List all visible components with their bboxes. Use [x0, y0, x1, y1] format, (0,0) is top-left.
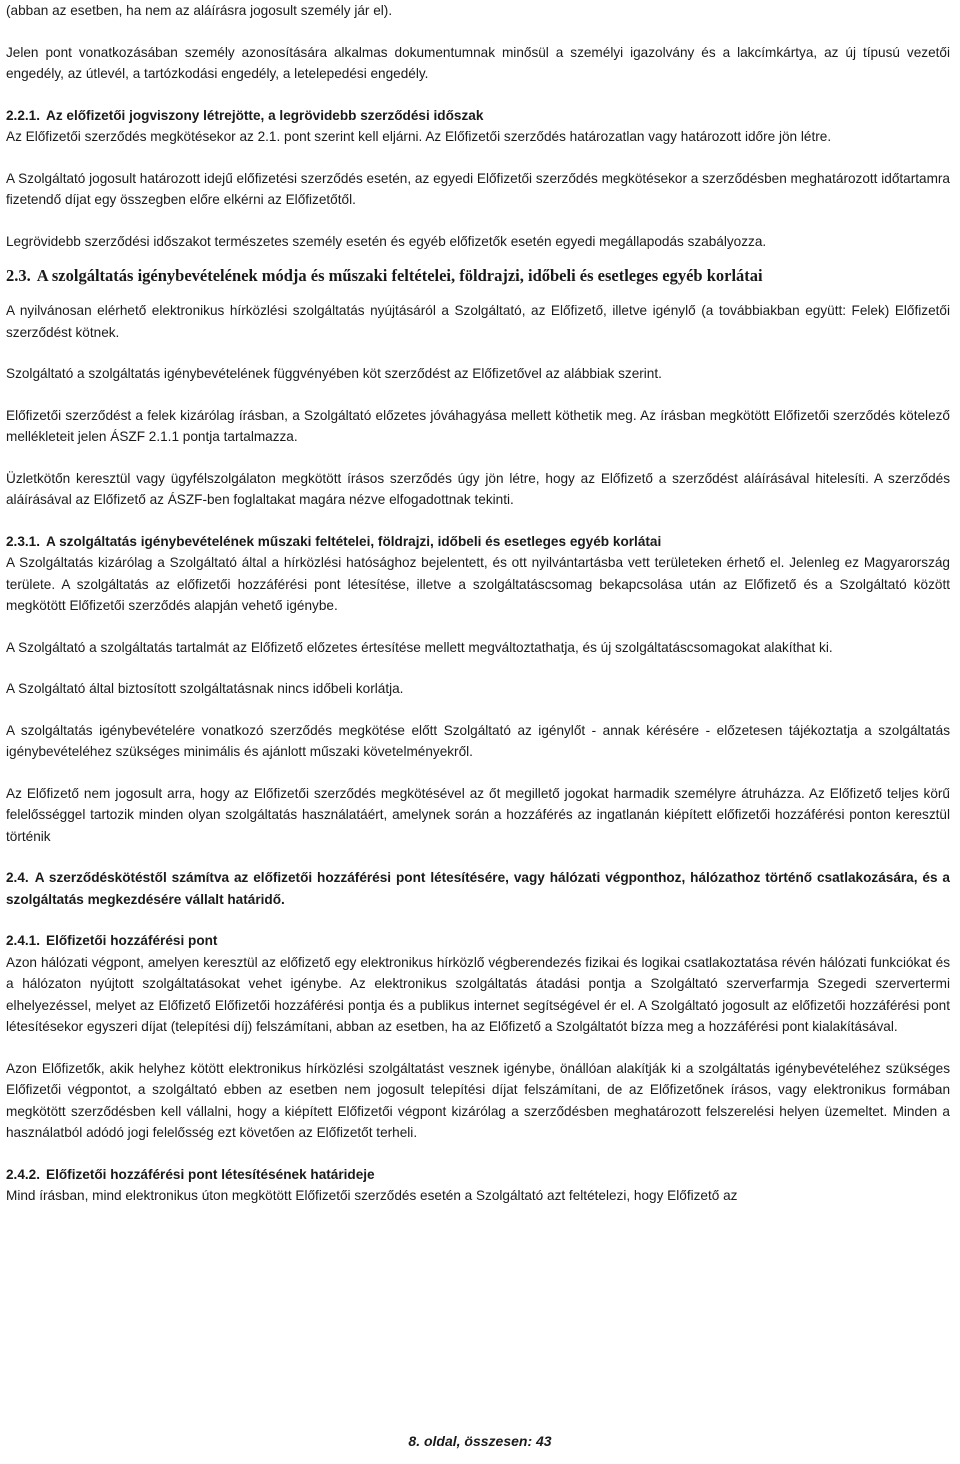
section-number: 2.4.2.	[6, 1166, 41, 1182]
paragraph-fixed-term-fee: A Szolgáltató jogosult határozott idejű előfizetési szerződés esetén, az egyedi Előfizetői szerződés megkötésekor a szerződésben meghatározott időtartamra fizetendő díjat egy összegben előre elkérni az Előfizetőtől.	[6, 170, 950, 207]
section-title: Előfizetői hozzáférési pont	[46, 933, 218, 948]
paragraph-contract-basis: Szolgáltató a szolgáltatás igénybevételének függvényében köt szerződést az Előfizetővel az alábbiak szerint.	[6, 366, 662, 381]
paragraph-subscriber-endpoint: Azon Előfizetők, akik helyhez kötött elektronikus hírközlési szolgáltatást vesznek igénybe, önállóan alakítják ki a szolgáltatás igénybevételéhez szükséges Előfizetői végpontot, a szolgáltató ebben az esetben nem jogosult telepítési díjat felszámítani, de az Előfizetőnek írásos, vagy elektronikus formában megkötött szerződésben kell vállalni, hogy a kiépített Előfizetői végpont kizárólag a szerződésben meghatározott felszerelési helyen üzemeltet. Minden a használatból adódó jogi felelősség ezt követően az Előfizetőt terheli.	[6, 1060, 950, 1140]
heading-2-3-1	[6, 531, 950, 553]
paragraph-written-contract: Előfizetői szerződést a felek kizárólag írásban, a Szolgáltató előzetes jóváhagyása mellett köthetik meg. Az írásban megkötött Előfizetői szerződés kötelező mellékleteit jelen ÁSZF 2.1.1 pontja tartalmazza.	[6, 407, 950, 444]
paragraph-access-point: Azon hálózati végpont, amelyen keresztül az előfizető egy elektronikus hírközlő végberendezés fizikai és logikai csatlakoztatása révén hálózati funkciókat és a hálózaton nyújtott szolgáltatásokat vehet igénybe. Az elektronikus szolgáltatás átadási pontja a Szolgáltató szerverfarmja Szegedi szervertermi elhelyezéssel, melyet az Előfizető Előfizetői hozzáférési pontja és a publikus internet segítségével ér el. A Szolgáltató jogosult az előfizetői hozzáférési pont létesítésekor egyszeri díjat (telepítési díj) felszámítani, abban az esetben, ha az Előfizető a Szolgáltatót bízza meg a hozzáférési pont kialakításával.	[6, 954, 950, 1034]
paragraph-no-time-limit: A Szolgáltató által biztosított szolgáltatásnak nincs időbeli korlátja.	[6, 681, 404, 696]
paragraph-contract-conclusion: Az Előfizetői szerződés megkötésekor az 2.1. pont szerint kell eljárni. Az Előfizetői szerződés határozatlan vagy határozott időre jön létre.	[6, 129, 832, 144]
heading-2-3	[6, 264, 950, 288]
paragraph-shortest-term: Legrövidebb szerződési időszakot természetes személy esetén és egyéb előfizetők esetén egyedi megállapodás szabályozza.	[6, 233, 767, 249]
document-page	[6, 0, 950, 1207]
heading-2-2-1	[6, 105, 950, 127]
section-title: A szerződéskötéstől számítva az előfizetői hozzáférési pont létesítésére, vagy hálózati végponthoz, hálózathoz történő csatlakozására, és a szolgáltatás megkezdésére vállalt határidő.	[6, 870, 950, 907]
section-title: A szolgáltatás igénybevételének műszaki feltételei, földrajzi, időbeli és esetleges egyéb korlátai	[46, 533, 662, 549]
section-title: Az előfizetői jogviszony létrejötte, a legrövidebb szerződési időszak	[46, 107, 484, 123]
page-footer: 8. oldal, összesen: 43	[408, 1433, 552, 1449]
paragraph-rights-transfer: Az Előfizető nem jogosult arra, hogy az Előfizetői szerződés megkötésével az őt megillető jogokat harmadik személyre átruházza. Az Előfizető teljes körű felelősséggel tartozik minden olyan szolgáltatás használatáért, amelynek során a hozzáférés az ingatlanán kiépített előfizetői hozzáférési ponton keresztül történik	[6, 785, 950, 844]
paragraph-service-area: A Szolgáltatás kizárólag a Szolgáltató által a hírközlési hatósághoz bejelentett, és ott nyilvántartásba vett területeken érhető el. Jelenleg ez Magyarország területe. A szolgáltatás az előfizetői hozzáférési pont létesítése, illetve a szolgáltatáscsomag bekapcsolása után az Előfizető és a Szolgáltató között megkötött Előfizetői szerződés alapján vehető igénybe.	[6, 555, 950, 613]
section-title: A szolgáltatás igénybevételének módja és műszaki feltételei, földrajzi, időbeli és esetleges egyéb korlátai	[36, 266, 763, 285]
heading-2-4-2	[6, 1164, 950, 1186]
section-number: 2.2.1.	[6, 107, 41, 123]
section-number: 2.3.	[6, 266, 31, 285]
heading-2-4	[6, 867, 950, 910]
paragraph-identity-documents: Jelen pont vonatkozásában személy azonosítására alkalmas dokumentumnak minősül a személyi igazolvány és a lakcímkártya, az új típusú vezetői engedély, az útlevél, a tartózkodási engedély, a letelepedési engedély.	[6, 44, 950, 81]
paragraph-intro-fragment: (abban az esetben, ha nem az aláírásra jogosult személy jár el).	[6, 3, 393, 18]
paragraph-service-change: A Szolgáltató a szolgáltatás tartalmát az Előfizető előzetes értesítése mellett megváltoztathatja, és új szolgáltatáscsomagokat alakíthat ki.	[6, 639, 833, 655]
section-number: 2.4.1.	[6, 933, 41, 948]
paragraph-deadline: Mind írásban, mind elektronikus úton megkötött Előfizetői szerződés esetén a Szolgáltató azt feltételezi, hogy Előfizető az	[6, 1188, 738, 1203]
section-number: 2.3.1.	[6, 533, 41, 549]
section-title: Előfizetői hozzáférési pont létesítésének határideje	[46, 1166, 375, 1182]
paragraph-technical-requirements: A szolgáltatás igénybevételére vonatkozó szerződés megkötése előtt Szolgáltató az igénylőt - annak kérésére - előzetesen tájékoztatja a szolgáltatás igénybevételéhez szükséges minimális és ajánlott műszaki követelményekről.	[6, 722, 950, 759]
paragraph-signature: Üzletkötőn keresztül vagy ügyfélszolgálaton megkötött írásos szerződés úgy jön létre, hogy az Előfizető a szerződést aláírásával hitelesíti. A szerződés aláírásával az Előfizető az ÁSZF-ben foglaltakat magára nézve elfogadottnak tekinti.	[6, 470, 950, 507]
paragraph-parties: A nyilvánosan elérhető elektronikus hírközlési szolgáltatás nyújtásáról a Szolgáltató, az Előfizető, illetve igénylő (a továbbiakban együtt: Felek) Előfizetői szerződést kötnek.	[6, 303, 950, 340]
heading-2-4-1	[6, 930, 950, 952]
section-number: 2.4.	[6, 870, 29, 885]
